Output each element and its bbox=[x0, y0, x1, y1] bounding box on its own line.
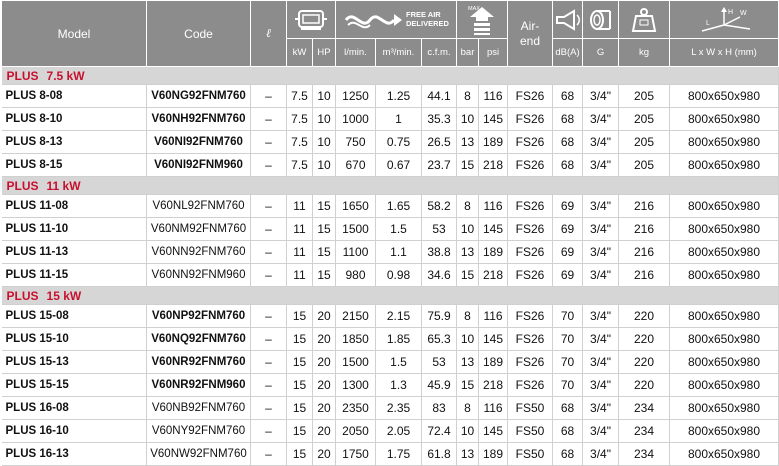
cell-airend: FS26 bbox=[508, 241, 553, 264]
cell-kg: 216 bbox=[619, 218, 670, 241]
cell-airend: FS26 bbox=[508, 108, 553, 131]
group-power-label: 15 kW bbox=[46, 288, 82, 303]
dims-icon-l: L bbox=[706, 19, 710, 27]
cell-hp: 20 bbox=[313, 351, 336, 374]
cell-lmin: 1000 bbox=[336, 108, 376, 131]
cell-airend: FS50 bbox=[508, 443, 553, 466]
header-dims: L x W x H (mm) bbox=[670, 39, 779, 67]
cell-kg: 205 bbox=[619, 154, 670, 177]
cell-bar: 8 bbox=[457, 305, 479, 328]
header-code: Code bbox=[147, 1, 251, 67]
cell-psi: 218 bbox=[479, 264, 508, 287]
cell-kg: 216 bbox=[619, 264, 670, 287]
cell-kg: 220 bbox=[619, 328, 670, 351]
cell-dba: 70 bbox=[553, 328, 583, 351]
cell-dims: 800x650x980 bbox=[670, 241, 779, 264]
cell-kw: 11 bbox=[287, 218, 313, 241]
cell-kg: 205 bbox=[619, 108, 670, 131]
cell-bar: 13 bbox=[457, 131, 479, 154]
cell-dba: 69 bbox=[553, 195, 583, 218]
cell-dims: 800x650x980 bbox=[670, 108, 779, 131]
group-title bbox=[2, 177, 779, 195]
cell-lmin: 1500 bbox=[336, 218, 376, 241]
cell-litre: – bbox=[251, 351, 287, 374]
cell-dba: 69 bbox=[553, 218, 583, 241]
cell-hp: 10 bbox=[313, 154, 336, 177]
table-row bbox=[2, 241, 779, 264]
motor-icon bbox=[287, 1, 336, 39]
cell-kw: 15 bbox=[287, 374, 313, 397]
cell-model: PLUS 16-13 bbox=[2, 443, 147, 466]
dims-icon-w: W bbox=[740, 9, 747, 17]
cell-model: PLUS 15-08 bbox=[2, 305, 147, 328]
table-row bbox=[2, 218, 779, 241]
cell-bar: 8 bbox=[457, 397, 479, 420]
cell-kg: 216 bbox=[619, 241, 670, 264]
cell-g: 3/4" bbox=[583, 154, 619, 177]
cell-kw: 15 bbox=[287, 351, 313, 374]
cell-litre: – bbox=[251, 443, 287, 466]
free-air-line2: DELIVERED bbox=[406, 18, 449, 28]
cell-bar: 13 bbox=[457, 443, 479, 466]
cell-kw: 15 bbox=[287, 397, 313, 420]
cell-cfm: 45.9 bbox=[422, 374, 457, 397]
table-body bbox=[2, 67, 779, 466]
table-row bbox=[2, 351, 779, 374]
cell-g: 3/4" bbox=[583, 264, 619, 287]
cell-bar: 15 bbox=[457, 264, 479, 287]
cell-psi: 116 bbox=[479, 195, 508, 218]
group-plus-label: PLUS bbox=[6, 68, 39, 83]
cell-model: PLUS 15-13 bbox=[2, 351, 147, 374]
cell-dba: 70 bbox=[553, 374, 583, 397]
cell-kg: 220 bbox=[619, 374, 670, 397]
cell-litre: – bbox=[251, 241, 287, 264]
cell-kg: 220 bbox=[619, 351, 670, 374]
cell-g: 3/4" bbox=[583, 328, 619, 351]
cell-airend: FS26 bbox=[508, 305, 553, 328]
cell-m3min: 1.5 bbox=[376, 351, 422, 374]
cell-hp: 15 bbox=[313, 241, 336, 264]
cell-lmin: 1300 bbox=[336, 374, 376, 397]
cell-model: PLUS 8-13 bbox=[2, 131, 147, 154]
table-row bbox=[2, 154, 779, 177]
cell-bar: 10 bbox=[457, 328, 479, 351]
cell-m3min: 1.3 bbox=[376, 374, 422, 397]
header-g: G bbox=[583, 39, 619, 67]
cell-psi: 116 bbox=[479, 85, 508, 108]
cell-dims: 800x650x980 bbox=[670, 351, 779, 374]
cell-code: V60NQ92FNM760 bbox=[147, 328, 251, 351]
cell-bar: 8 bbox=[457, 85, 479, 108]
cell-litre: – bbox=[251, 195, 287, 218]
cell-dims: 800x650x980 bbox=[670, 218, 779, 241]
cell-bar: 15 bbox=[457, 154, 479, 177]
cell-model: PLUS 11-10 bbox=[2, 218, 147, 241]
header-dba: dB(A) bbox=[553, 39, 583, 67]
cell-psi: 145 bbox=[479, 108, 508, 131]
header-model: Model bbox=[2, 1, 147, 67]
cell-hp: 10 bbox=[313, 131, 336, 154]
cell-kg: 234 bbox=[619, 397, 670, 420]
cell-psi: 189 bbox=[479, 443, 508, 466]
cell-cfm: 53 bbox=[422, 218, 457, 241]
cell-code: V60NB92FNM760 bbox=[147, 397, 251, 420]
cell-m3min: 0.75 bbox=[376, 131, 422, 154]
cell-cfm: 75.9 bbox=[422, 305, 457, 328]
header-lmin: l/min. bbox=[336, 39, 376, 67]
cell-code: V60NP92FNM760 bbox=[147, 305, 251, 328]
cell-lmin: 1650 bbox=[336, 195, 376, 218]
cell-lmin: 980 bbox=[336, 264, 376, 287]
cell-airend: FS26 bbox=[508, 264, 553, 287]
header-m3min: m³/min. bbox=[376, 39, 422, 67]
cell-m3min: 1.1 bbox=[376, 241, 422, 264]
cell-litre: – bbox=[251, 305, 287, 328]
cell-litre: – bbox=[251, 218, 287, 241]
cell-dims: 800x650x980 bbox=[670, 131, 779, 154]
cell-bar: 15 bbox=[457, 374, 479, 397]
cell-code: V60NN92FNM760 bbox=[147, 241, 251, 264]
cell-model: PLUS 11-13 bbox=[2, 241, 147, 264]
pipe-connection-icon bbox=[583, 1, 619, 39]
cell-psi: 145 bbox=[479, 218, 508, 241]
cell-m3min: 2.15 bbox=[376, 305, 422, 328]
cell-psi: 189 bbox=[479, 351, 508, 374]
cell-airend: FS50 bbox=[508, 420, 553, 443]
cell-airend: FS26 bbox=[508, 218, 553, 241]
cell-code: V60NR92FNM960 bbox=[147, 374, 251, 397]
group-power-label: 7.5 kW bbox=[46, 68, 85, 83]
cell-dba: 68 bbox=[553, 443, 583, 466]
cell-hp: 15 bbox=[313, 195, 336, 218]
cell-litre: – bbox=[251, 328, 287, 351]
cell-hp: 20 bbox=[313, 420, 336, 443]
cell-code: V60NM92FNM760 bbox=[147, 218, 251, 241]
dims-icon-h: H bbox=[728, 8, 734, 16]
cell-airend: FS26 bbox=[508, 131, 553, 154]
cell-kw: 15 bbox=[287, 443, 313, 466]
cell-dims: 800x650x980 bbox=[670, 305, 779, 328]
cell-litre: – bbox=[251, 374, 287, 397]
cell-g: 3/4" bbox=[583, 305, 619, 328]
cell-g: 3/4" bbox=[583, 397, 619, 420]
cell-code: V60NI92FNM760 bbox=[147, 131, 251, 154]
cell-kg: 216 bbox=[619, 195, 670, 218]
cell-g: 3/4" bbox=[583, 108, 619, 131]
table-row bbox=[2, 443, 779, 466]
table-row bbox=[2, 108, 779, 131]
cell-hp: 15 bbox=[313, 264, 336, 287]
cell-psi: 189 bbox=[479, 241, 508, 264]
cell-cfm: 65.3 bbox=[422, 328, 457, 351]
cell-m3min: 1.75 bbox=[376, 443, 422, 466]
cell-hp: 15 bbox=[313, 218, 336, 241]
cell-m3min: 0.98 bbox=[376, 264, 422, 287]
cell-dba: 68 bbox=[553, 154, 583, 177]
cell-airend: FS26 bbox=[508, 85, 553, 108]
weight-icon bbox=[619, 1, 670, 39]
cell-dims: 800x650x980 bbox=[670, 85, 779, 108]
table-row bbox=[2, 305, 779, 328]
cell-kw: 7.5 bbox=[287, 131, 313, 154]
cell-lmin: 1750 bbox=[336, 443, 376, 466]
cell-bar: 10 bbox=[457, 218, 479, 241]
cell-cfm: 26.5 bbox=[422, 131, 457, 154]
cell-psi: 116 bbox=[479, 397, 508, 420]
cell-psi: 145 bbox=[479, 328, 508, 351]
cell-dims: 800x650x980 bbox=[670, 420, 779, 443]
header-airend: Air- end bbox=[508, 1, 553, 67]
cell-g: 3/4" bbox=[583, 218, 619, 241]
cell-lmin: 670 bbox=[336, 154, 376, 177]
cell-litre: – bbox=[251, 85, 287, 108]
cell-lmin: 750 bbox=[336, 131, 376, 154]
table-row bbox=[2, 328, 779, 351]
cell-g: 3/4" bbox=[583, 195, 619, 218]
cell-dba: 68 bbox=[553, 131, 583, 154]
cell-hp: 20 bbox=[313, 397, 336, 420]
cell-lmin: 1850 bbox=[336, 328, 376, 351]
dimensions-icon bbox=[670, 1, 779, 39]
cell-dims: 800x650x980 bbox=[670, 328, 779, 351]
cell-cfm: 72.4 bbox=[422, 420, 457, 443]
cell-dims: 800x650x980 bbox=[670, 374, 779, 397]
cell-cfm: 61.8 bbox=[422, 443, 457, 466]
cell-bar: 13 bbox=[457, 241, 479, 264]
header-kg: kg bbox=[619, 39, 670, 67]
cell-g: 3/4" bbox=[583, 420, 619, 443]
cell-code: V60NY92FNM760 bbox=[147, 420, 251, 443]
table-row bbox=[2, 264, 779, 287]
cell-litre: – bbox=[251, 154, 287, 177]
cell-hp: 10 bbox=[313, 85, 336, 108]
cell-dims: 800x650x980 bbox=[670, 154, 779, 177]
cell-airend: FS26 bbox=[508, 351, 553, 374]
cell-cfm: 23.7 bbox=[422, 154, 457, 177]
cell-kg: 234 bbox=[619, 420, 670, 443]
cell-dba: 70 bbox=[553, 351, 583, 374]
cell-m3min: 2.05 bbox=[376, 420, 422, 443]
cell-dba: 69 bbox=[553, 241, 583, 264]
cell-airend: FS26 bbox=[508, 328, 553, 351]
cell-bar: 8 bbox=[457, 195, 479, 218]
max-label: MAX bbox=[468, 5, 480, 12]
table-row bbox=[2, 131, 779, 154]
header-bar: bar bbox=[457, 39, 479, 67]
cell-dba: 68 bbox=[553, 420, 583, 443]
cell-bar: 10 bbox=[457, 108, 479, 131]
cell-hp: 20 bbox=[313, 443, 336, 466]
cell-model: PLUS 16-10 bbox=[2, 420, 147, 443]
cell-airend: FS26 bbox=[508, 195, 553, 218]
cell-psi: 189 bbox=[479, 131, 508, 154]
cell-m3min: 1.25 bbox=[376, 85, 422, 108]
spec-table bbox=[1, 0, 779, 466]
cell-model: PLUS 8-15 bbox=[2, 154, 147, 177]
cell-cfm: 83 bbox=[422, 397, 457, 420]
group-plus-label: PLUS bbox=[6, 288, 39, 303]
cell-m3min: 0.67 bbox=[376, 154, 422, 177]
cell-litre: – bbox=[251, 131, 287, 154]
cell-litre: – bbox=[251, 264, 287, 287]
cell-litre: – bbox=[251, 420, 287, 443]
cell-g: 3/4" bbox=[583, 443, 619, 466]
cell-m3min: 1 bbox=[376, 108, 422, 131]
cell-cfm: 44.1 bbox=[422, 85, 457, 108]
group-power-label: 11 kW bbox=[46, 178, 81, 193]
cell-model: PLUS 11-08 bbox=[2, 195, 147, 218]
header-hp: HP bbox=[313, 39, 336, 67]
cell-dims: 800x650x980 bbox=[670, 195, 779, 218]
cell-model: PLUS 8-10 bbox=[2, 108, 147, 131]
cell-airend: FS26 bbox=[508, 154, 553, 177]
group-title bbox=[2, 67, 779, 85]
cell-g: 3/4" bbox=[583, 241, 619, 264]
cell-kg: 205 bbox=[619, 85, 670, 108]
cell-dba: 68 bbox=[553, 397, 583, 420]
cell-kw: 11 bbox=[287, 195, 313, 218]
cell-kg: 220 bbox=[619, 305, 670, 328]
cell-lmin: 1100 bbox=[336, 241, 376, 264]
cell-model: PLUS 16-08 bbox=[2, 397, 147, 420]
cell-psi: 218 bbox=[479, 374, 508, 397]
cell-dba: 68 bbox=[553, 108, 583, 131]
pressure-gauge-icon bbox=[457, 1, 508, 39]
cell-dims: 800x650x980 bbox=[670, 264, 779, 287]
cell-code: V60NW92FNM760 bbox=[147, 443, 251, 466]
cell-hp: 20 bbox=[313, 374, 336, 397]
sound-horn-icon bbox=[553, 1, 583, 39]
cell-dims: 800x650x980 bbox=[670, 443, 779, 466]
cell-litre: – bbox=[251, 108, 287, 131]
group-plus-label: PLUS bbox=[6, 178, 39, 193]
cell-m3min: 2.35 bbox=[376, 397, 422, 420]
cell-kw: 15 bbox=[287, 305, 313, 328]
group-title bbox=[2, 287, 779, 305]
cell-lmin: 1250 bbox=[336, 85, 376, 108]
cell-m3min: 1.85 bbox=[376, 328, 422, 351]
cell-hp: 10 bbox=[313, 108, 336, 131]
cell-code: V60NG92FNM760 bbox=[147, 85, 251, 108]
cell-dims: 800x650x980 bbox=[670, 397, 779, 420]
cell-kw: 11 bbox=[287, 264, 313, 287]
airflow-fan-icon bbox=[336, 1, 457, 39]
group-header bbox=[2, 287, 779, 305]
cell-kw: 15 bbox=[287, 420, 313, 443]
cell-model: PLUS 15-10 bbox=[2, 328, 147, 351]
cell-kg: 205 bbox=[619, 131, 670, 154]
cell-bar: 10 bbox=[457, 420, 479, 443]
cell-airend: FS50 bbox=[508, 397, 553, 420]
header-kw: kW bbox=[287, 39, 313, 67]
cell-kw: 7.5 bbox=[287, 154, 313, 177]
table-row bbox=[2, 420, 779, 443]
cell-kw: 7.5 bbox=[287, 85, 313, 108]
table-row bbox=[2, 397, 779, 420]
cell-code: V60NI92FNM960 bbox=[147, 154, 251, 177]
cell-cfm: 34.6 bbox=[422, 264, 457, 287]
cell-kg: 234 bbox=[619, 443, 670, 466]
cell-model: PLUS 8-08 bbox=[2, 85, 147, 108]
cell-psi: 145 bbox=[479, 420, 508, 443]
cell-litre: – bbox=[251, 397, 287, 420]
cell-dba: 69 bbox=[553, 264, 583, 287]
cell-cfm: 35.3 bbox=[422, 108, 457, 131]
cell-dba: 68 bbox=[553, 85, 583, 108]
header-cfm: c.f.m. bbox=[422, 39, 457, 67]
cell-hp: 20 bbox=[313, 328, 336, 351]
cell-lmin: 2350 bbox=[336, 397, 376, 420]
cell-lmin: 1500 bbox=[336, 351, 376, 374]
cell-model: PLUS 11-15 bbox=[2, 264, 147, 287]
table-row bbox=[2, 85, 779, 108]
cell-m3min: 1.65 bbox=[376, 195, 422, 218]
cell-code: V60NN92FNM960 bbox=[147, 264, 251, 287]
cell-g: 3/4" bbox=[583, 85, 619, 108]
cell-cfm: 53 bbox=[422, 351, 457, 374]
header-psi: psi bbox=[479, 39, 508, 67]
cell-g: 3/4" bbox=[583, 351, 619, 374]
table-row bbox=[2, 195, 779, 218]
free-air-line1: FREE AIR bbox=[406, 9, 441, 19]
cell-code: V60NL92FNM760 bbox=[147, 195, 251, 218]
cell-code: V60NR92FNM760 bbox=[147, 351, 251, 374]
cell-lmin: 2150 bbox=[336, 305, 376, 328]
cell-lmin: 2050 bbox=[336, 420, 376, 443]
cell-hp: 20 bbox=[313, 305, 336, 328]
cell-model: PLUS 15-15 bbox=[2, 374, 147, 397]
header-litre-symbol: ℓ bbox=[251, 1, 287, 67]
cell-psi: 218 bbox=[479, 154, 508, 177]
cell-psi: 116 bbox=[479, 305, 508, 328]
cell-code: V60NH92FNM760 bbox=[147, 108, 251, 131]
cell-cfm: 38.8 bbox=[422, 241, 457, 264]
cell-cfm: 58.2 bbox=[422, 195, 457, 218]
cell-m3min: 1.5 bbox=[376, 218, 422, 241]
group-header bbox=[2, 177, 779, 195]
cell-airend: FS26 bbox=[508, 374, 553, 397]
cell-dba: 70 bbox=[553, 305, 583, 328]
cell-kw: 15 bbox=[287, 328, 313, 351]
cell-kw: 7.5 bbox=[287, 108, 313, 131]
cell-kw: 11 bbox=[287, 241, 313, 264]
table-row bbox=[2, 374, 779, 397]
cell-g: 3/4" bbox=[583, 374, 619, 397]
group-header bbox=[2, 67, 779, 85]
cell-g: 3/4" bbox=[583, 131, 619, 154]
cell-bar: 13 bbox=[457, 351, 479, 374]
